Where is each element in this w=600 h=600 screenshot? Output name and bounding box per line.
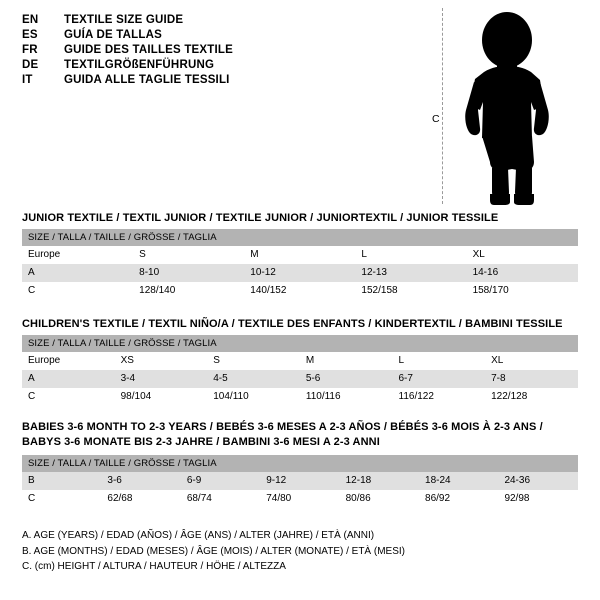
cell: 158/170 bbox=[467, 282, 578, 300]
language-code: IT bbox=[22, 74, 33, 86]
legend bbox=[22, 528, 578, 575]
table-row bbox=[22, 264, 578, 282]
language-title: GUÍA DE TALLAS bbox=[64, 29, 162, 41]
measurement-figure bbox=[430, 8, 580, 208]
cell: 5-6 bbox=[300, 370, 393, 388]
section-junior bbox=[22, 212, 578, 300]
table-row bbox=[22, 388, 578, 406]
cell: 128/140 bbox=[133, 282, 244, 300]
cell: 14-16 bbox=[467, 264, 578, 282]
language-code: ES bbox=[22, 29, 38, 41]
table-row bbox=[22, 282, 578, 300]
section-babies bbox=[22, 420, 578, 508]
cell: 8-10 bbox=[133, 264, 244, 282]
cell: 6-9 bbox=[181, 472, 260, 490]
height-measure-line bbox=[442, 8, 443, 204]
row-label: C bbox=[22, 388, 115, 406]
cell: XL bbox=[485, 352, 578, 370]
cell: XS bbox=[115, 352, 208, 370]
cell: 62/68 bbox=[101, 490, 180, 508]
table-header-label: SIZE / TALLA / TAILLE / GRÖSSE / TAGLIA bbox=[22, 455, 578, 472]
table-row bbox=[22, 246, 578, 264]
language-row bbox=[22, 14, 442, 26]
table-row bbox=[22, 490, 578, 508]
cell: L bbox=[355, 246, 466, 264]
cell: 3-4 bbox=[115, 370, 208, 388]
cell: 18-24 bbox=[419, 472, 498, 490]
cell: 12-18 bbox=[340, 472, 419, 490]
cell: 3-6 bbox=[101, 472, 180, 490]
cell: 74/80 bbox=[260, 490, 339, 508]
cell: 6-7 bbox=[393, 370, 486, 388]
legend-item-a: A. AGE (YEARS) / EDAD (AÑOS) / ÂGE (ANS) / ALTER (JAHRE) / ETÀ (ANNI) bbox=[22, 530, 375, 541]
cell: S bbox=[133, 246, 244, 264]
cell: 98/104 bbox=[115, 388, 208, 406]
language-code: DE bbox=[22, 59, 39, 71]
cell: 68/74 bbox=[181, 490, 260, 508]
cell: 9-12 bbox=[260, 472, 339, 490]
table-header-row bbox=[22, 455, 578, 472]
cell: 86/92 bbox=[419, 490, 498, 508]
language-title: GUIDE DES TAILLES TEXTILE bbox=[64, 44, 233, 56]
cell: 104/110 bbox=[207, 388, 300, 406]
section-title: BABIES 3-6 MONTH TO 2-3 YEARS / BEBÉS 3-6 MESES A 2-3 AÑOS / BÉBÉS 3-6 MOIS À 2-3 ANS / BABYS 3-6 MONATE BIS 2-3 JAHRE / BAMBINI 3-6 MESI A 2-3 ANNI bbox=[22, 421, 543, 448]
babies-size-table bbox=[22, 455, 578, 508]
table-row bbox=[22, 352, 578, 370]
cell: 110/116 bbox=[300, 388, 393, 406]
language-code: EN bbox=[22, 14, 39, 26]
section-title: JUNIOR TEXTILE / TEXTIL JUNIOR / TEXTILE JUNIOR / JUNIORTEXTIL / JUNIOR TESSILE bbox=[22, 212, 499, 224]
cell: 10-12 bbox=[244, 264, 355, 282]
cell: 152/158 bbox=[355, 282, 466, 300]
cell: 80/86 bbox=[340, 490, 419, 508]
row-label: Europe bbox=[22, 352, 115, 370]
cell: L bbox=[393, 352, 486, 370]
row-label: C bbox=[22, 282, 133, 300]
children-size-table bbox=[22, 335, 578, 406]
cell: 92/98 bbox=[498, 490, 578, 508]
language-title: TEXTILGRÖßENFÜHRUNG bbox=[64, 59, 215, 71]
cell: 116/122 bbox=[393, 388, 486, 406]
row-label: B bbox=[22, 472, 101, 490]
table-row bbox=[22, 472, 578, 490]
row-label: C bbox=[22, 490, 101, 508]
language-header bbox=[22, 14, 442, 89]
legend-item-c: C. (cm) HEIGHT / ALTURA / HAUTEUR / HÖHE / ALTEZZA bbox=[22, 561, 286, 572]
legend-item-b: B. AGE (MONTHS) / EDAD (MESES) / ÂGE (MOIS) / ALTER (MONATE) / ETÀ (MESI) bbox=[22, 545, 405, 557]
cell: 4-5 bbox=[207, 370, 300, 388]
section-title: CHILDREN'S TEXTILE / TEXTIL NIÑO/A / TEXTILE DES ENFANTS / KINDERTEXTIL / BAMBINI TESSILE bbox=[22, 318, 563, 330]
cell: 7-8 bbox=[485, 370, 578, 388]
cell: M bbox=[244, 246, 355, 264]
cell: S bbox=[207, 352, 300, 370]
section-children bbox=[22, 318, 578, 406]
language-code: FR bbox=[22, 44, 38, 56]
table-header-row bbox=[22, 229, 578, 246]
language-row bbox=[22, 29, 442, 41]
row-label: A bbox=[22, 370, 115, 388]
row-label: Europe bbox=[22, 246, 133, 264]
toddler-silhouette-icon bbox=[452, 10, 572, 206]
cell: 122/128 bbox=[485, 388, 578, 406]
language-row bbox=[22, 74, 442, 86]
language-title: TEXTILE SIZE GUIDE bbox=[64, 14, 184, 26]
language-row bbox=[22, 44, 442, 56]
cell: XL bbox=[467, 246, 578, 264]
table-header-label: SIZE / TALLA / TAILLE / GRÖSSE / TAGLIA bbox=[22, 335, 578, 352]
height-measure-label: C bbox=[432, 113, 440, 125]
table-row bbox=[22, 370, 578, 388]
cell: 12-13 bbox=[355, 264, 466, 282]
cell: 140/152 bbox=[244, 282, 355, 300]
row-label: A bbox=[22, 264, 133, 282]
cell: M bbox=[300, 352, 393, 370]
table-header-label: SIZE / TALLA / TAILLE / GRÖSSE / TAGLIA bbox=[22, 229, 578, 246]
language-row bbox=[22, 59, 442, 71]
language-title: GUIDA ALLE TAGLIE TESSILI bbox=[64, 74, 230, 86]
junior-size-table bbox=[22, 229, 578, 300]
cell: 24-36 bbox=[498, 472, 578, 490]
table-header-row bbox=[22, 335, 578, 352]
